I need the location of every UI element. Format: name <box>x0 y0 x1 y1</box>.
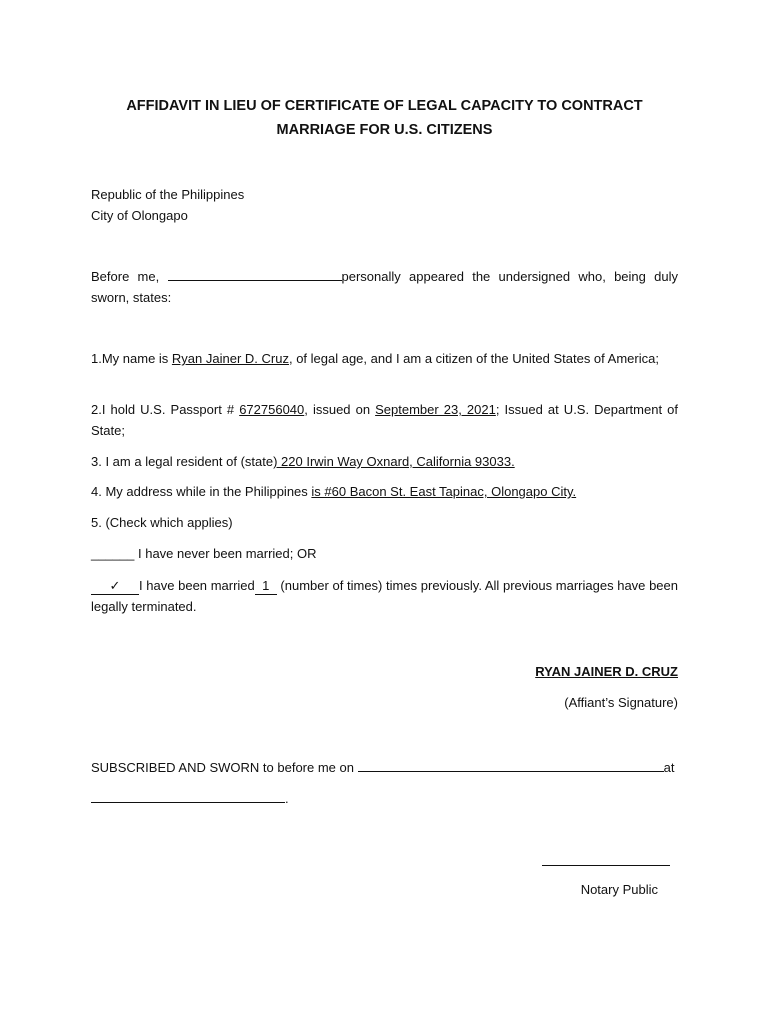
jurat-period: . <box>285 791 289 806</box>
affiant-printed-name: RYAN JAINER D. CRUZ <box>535 664 678 679</box>
passport-date-field: September 23, 2021 <box>375 402 496 417</box>
ph-address-field: is #60 Bacon St. East Tapinac, Olongapo City. <box>311 484 577 499</box>
checkmark-icon: ✓ <box>91 578 139 595</box>
option-never-married-text: I have never been married; OR <box>134 546 317 561</box>
item-5-label: 5. (Check which applies) <box>91 515 233 530</box>
item-4-prefix: 4. My address while in the Philippines <box>91 484 312 499</box>
option-never-married <box>91 543 678 564</box>
notary-public-label: Notary Public <box>580 882 658 897</box>
item-2-prefix: 2.I hold U.S. Passport # <box>91 402 240 417</box>
item-4 <box>91 481 678 502</box>
item-2-suffix: ; Issued at U.S. Department of State; <box>91 402 678 438</box>
venue-country: Republic of the Philippines <box>91 187 245 202</box>
document-title-line-2: MARRIAGE FOR U.S. CITIZENS <box>276 122 493 138</box>
item-1-suffix: , of legal age, and I am a citizen of the United States of America; <box>288 351 659 366</box>
affiant-name-field: Ryan Jainer D. Cruz <box>171 351 289 366</box>
jurat-place-line <box>91 788 678 809</box>
item-3 <box>91 451 678 472</box>
document-title-line-1: AFFIDAVIT IN LIEU OF CERTIFICATE OF LEGAL CAPACITY TO CONTRACT <box>126 98 643 114</box>
item-2-mid: , issued on <box>304 402 376 417</box>
notary-signature-line <box>542 865 670 866</box>
jurat-text: SUBSCRIBED AND SWORN to before me on <box>91 760 358 775</box>
marriage-count-field: 1 <box>255 578 277 595</box>
affiant-signature-label: (Affiant’s Signature) <box>564 695 678 710</box>
jurat-line <box>91 757 678 778</box>
venue-city: City of Olongapo <box>91 208 188 223</box>
us-residence-field: ) 220 Irwin Way Oxnard, California 93033. <box>273 454 515 469</box>
jurat-at: at <box>663 760 675 775</box>
intro-after: personally appeared the undersigned who, being duly sworn, states: <box>91 269 678 305</box>
intro-before: Before me, <box>91 269 168 284</box>
jurat-date-blank <box>358 758 664 772</box>
option-previously-married <box>91 575 678 617</box>
option-previously-married-text-b: (number of times) times previously. All previous marriages have been legally terminated. <box>91 578 678 614</box>
option-previously-married-text-a: I have been married <box>139 578 255 593</box>
intro-paragraph <box>91 266 678 308</box>
item-2 <box>91 399 678 441</box>
item-1-prefix: 1.My name is <box>91 351 172 366</box>
officer-name-blank <box>168 267 342 281</box>
item-3-prefix: 3. I am a legal resident of (state <box>91 454 274 469</box>
item-1 <box>91 348 678 369</box>
passport-number-field: 672756040 <box>239 402 305 417</box>
option-never-married-blank: ______ <box>91 546 135 561</box>
jurat-place-blank <box>91 789 285 803</box>
